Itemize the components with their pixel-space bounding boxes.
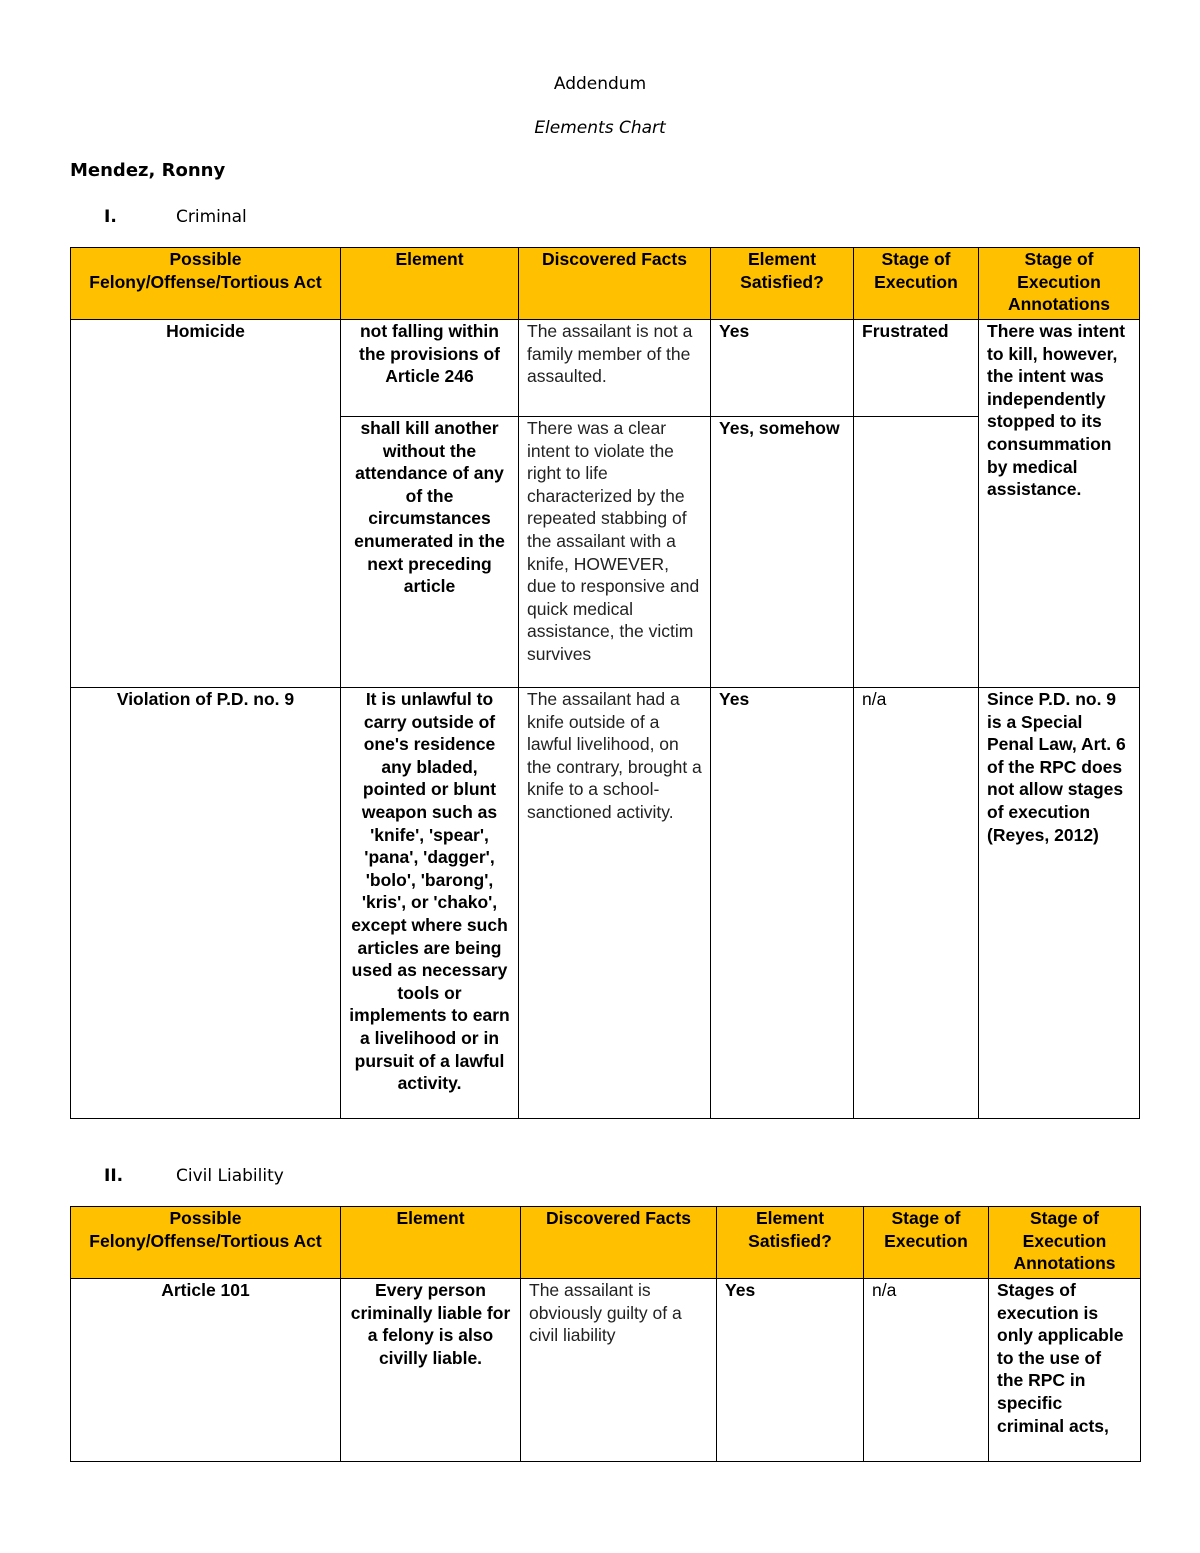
section-label: Criminal (176, 207, 247, 227)
student-name: Mendez, Ronny (70, 160, 226, 181)
table-row (71, 1279, 1141, 1462)
column-header: Possible Felony/Offense/Tortious Act (71, 1207, 341, 1279)
act-cell: Violation of P.D. no. 9 (71, 688, 341, 1119)
document-subtitle: Elements Chart (534, 118, 666, 138)
document-title: Addendum (553, 74, 647, 94)
column-header: Stage of Execution (854, 248, 979, 320)
column-header: Discovered Facts (519, 248, 711, 320)
column-header: Stage of Execution Annotations (979, 248, 1140, 320)
column-header: Stage of Execution (864, 1207, 989, 1279)
section-number: I. (104, 207, 117, 227)
table-header-row (71, 1207, 1141, 1279)
satisfied-cell: Yes (711, 320, 854, 417)
facts-cell: The assailant is not a family member of the assaulted. (519, 320, 711, 417)
table-row (71, 688, 1140, 1119)
table-header-row (71, 248, 1140, 320)
column-header: Element Satisfied? (711, 248, 854, 320)
column-header: Possible Felony/Offense/Tortious Act (71, 248, 341, 320)
satisfied-cell: Yes, somehow (711, 417, 854, 688)
facts-cell: The assailant had a knife outside of a lawful livelihood, on the contrary, brought a knife to a school-sanctioned activity. (519, 688, 711, 1119)
column-header: Element Satisfied? (717, 1207, 864, 1279)
element-cell: not falling within the provisions of Article 246 (341, 320, 519, 417)
element-cell: shall kill another without the attendance of any of the circumstances enumerated in the next preceding article (341, 417, 519, 688)
element-cell: Every person criminally liable for a felony is also civilly liable. (341, 1279, 521, 1462)
element-cell: It is unlawful to carry outside of one's residence any bladed, pointed or blunt weapon such as 'knife', 'spear', 'pana', 'dagger', 'bolo', 'barong', 'kris', or 'chako', except where such articles are being used as necessary tools or implements to earn a livelihood or in pursuit of a lawful activity. (341, 688, 519, 1119)
column-header: Element (341, 1207, 521, 1279)
column-header: Element (341, 248, 519, 320)
stage-cell: n/a (854, 688, 979, 1119)
column-header: Stage of Execution Annotations (989, 1207, 1141, 1279)
act-cell: Article 101 (71, 1279, 341, 1462)
section-civil-heading (104, 1166, 284, 1186)
facts-cell: The assailant is obviously guilty of a civil liability (521, 1279, 717, 1462)
civil-elements-table (70, 1206, 1141, 1462)
section-label: Civil Liability (176, 1166, 284, 1186)
column-header: Discovered Facts (521, 1207, 717, 1279)
annotation-cell: Stages of execution is only applicable to the use of the RPC in specific criminal acts, (989, 1279, 1141, 1462)
annotation-cell: There was intent to kill, however, the intent was independently stopped to its consummation by medical assistance. (979, 320, 1140, 688)
section-number: II. (104, 1166, 124, 1186)
criminal-elements-table (70, 247, 1140, 1119)
section-criminal-heading (104, 207, 247, 227)
satisfied-cell: Yes (717, 1279, 864, 1462)
annotation-cell: Since P.D. no. 9 is a Special Penal Law, Art. 6 of the RPC does not allow stages of execution (Reyes, 2012) (979, 688, 1140, 1119)
stage-cell: n/a (864, 1279, 989, 1462)
act-cell: Homicide (71, 320, 341, 688)
stage-cell: Frustrated (854, 320, 979, 417)
satisfied-cell: Yes (711, 688, 854, 1119)
stage-cell-empty (854, 417, 979, 688)
table-row (71, 320, 1140, 417)
facts-cell: There was a clear intent to violate the right to life characterized by the repeated stabbing of the assailant with a knife, HOWEVER, due to responsive and quick medical assistance, the victim survives (519, 417, 711, 688)
